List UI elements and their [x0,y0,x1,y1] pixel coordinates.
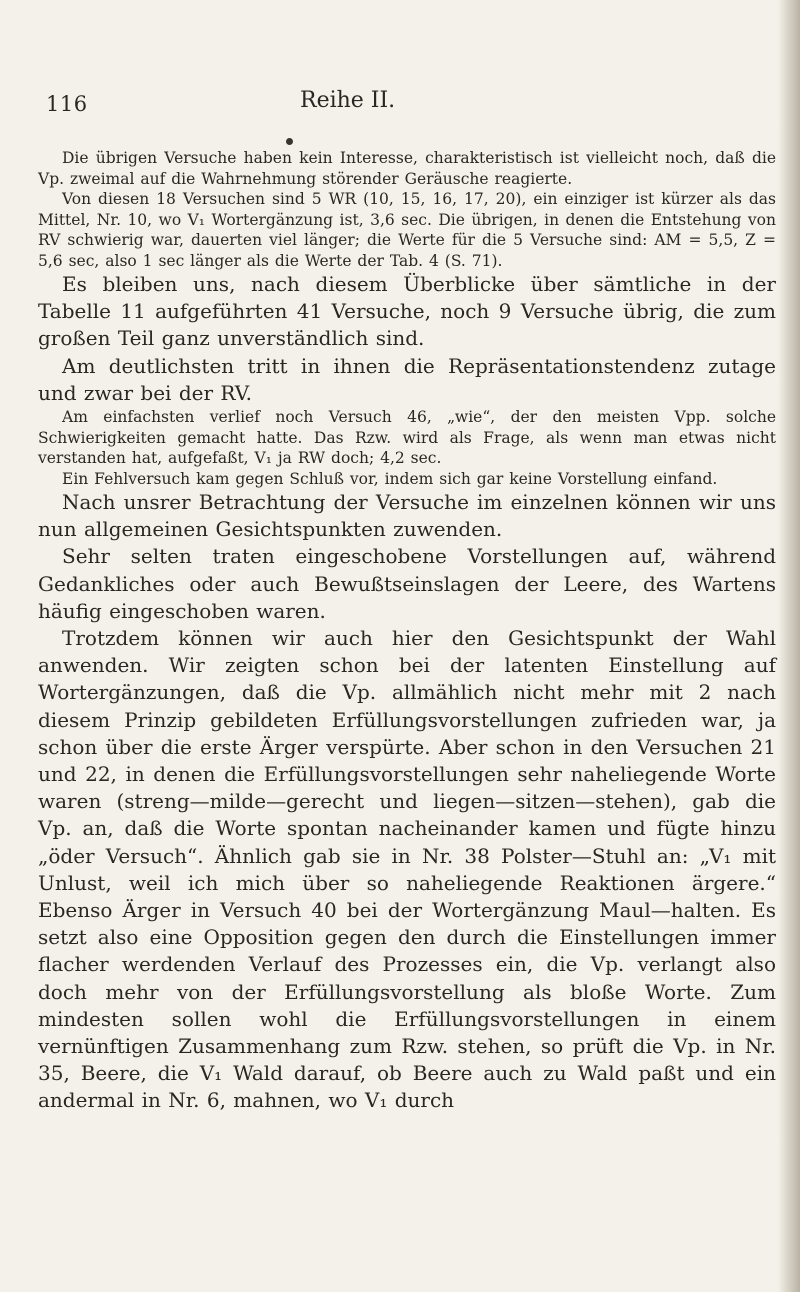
paragraph: Die übrigen Versuche haben kein Interesse, charakteristisch ist vielleicht noch, daß die Vp. zweimal auf die Wahrnehmung störender Geräusche reagierte. [38,149,776,188]
paragraph: Trotzdem können wir auch hier den Gesichtspunkt der Wahl anwenden. Wir zeigten schon bei der latenten Einstellung auf Wortergänzungen, daß die Vp. allmählich nicht mehr mit 2 nach diesem Prinzip gebildeten Erfüllungsvorstellungen zufrieden war, ja schon über die erste Ärger verspürte. Aber schon in den Versuchen 21 und 22, in denen die Erfüllungsvorstellungen sehr naheliegende Worte waren (streng—milde—gerecht und liegen—sitzen—stehen), gab die Vp. an, daß die Worte spontan nacheinander kamen und fügte hinzu „öder Versuch“. Ähnlich gab sie in Nr. 38 Polster—Stuhl an: „V₁ mit Unlust, weil ich mich über so naheliegende Reaktionen ärgere.“ Ebenso Ärger in Versuch 40 bei der Wortergänzung Maul—halten. Es setzt also eine Opposition gegen den durch die Einstellungen immer flacher werdenden Verlauf des Prozesses ein, die Vp. verlangt also doch mehr von der Erfüllungsvorstellung als bloße Worte. Zum mindesten sollen wohl die Erfüllungsvorstellungen in einem vernünftigen Zusammenhang zum Rzw. stehen, so prüft die Vp. in Nr. 35, Beere, die V₁ Wald darauf, ob Beere auch zu Wald paßt und ein andermal in Nr. 6, mahnen, wo V₁ durch [38,626,776,1113]
paragraph: Am einfachsten verlief noch Versuch 46, „wie“, der den meisten Vpp. solche Schwierigkeiten gemacht hatte. Das Rzw. wird als Frage, als wenn man etwas nicht verstanden hat, aufgefaßt, V₁ ja RW doch; 4,2 sec. [38,408,776,468]
paragraph: Sehr selten traten eingeschobene Vorstellungen auf, während Gedankliches oder auch Bewußtseinslagen der Leere, des Wartens häufig eingeschoben waren. [38,544,776,623]
paragraph: Nach unsrer Betrachtung der Versuche im einzelnen können wir uns nun allgemeinen Gesichtspunkten zuwenden. [38,490,776,542]
running-head: Reihe II. [300,88,396,113]
scan-page-edge [778,0,800,1292]
paragraph: Von diesen 18 Versuchen sind 5 WR (10, 15, 16, 17, 20), ein einziger ist kürzer als das Mittel, Nr. 10, wo V₁ Wortergänzung ist, 3,6 sec. Die übrigen, in denen die Entstehung von RV schwierig war, dauerten viel länger; die Werte für die 5 Versuche sind: AM = 5,5, Z = 5,6 sec, also 1 sec länger als die Werte der Tab. 4 (S. 71). [38,190,776,270]
page-header [38,88,776,132]
paragraph: Es bleiben uns, nach diesem Überblicke über sämtliche in der Tabelle 11 aufgeführten 41 Versuche, noch 9 Versuche übrig, die zum großen Teil ganz unverständlich sind. [38,272,776,351]
paragraph: Am deutlichsten tritt in ihnen die Repräsentationstendenz zutage und zwar bei der RV. [38,353,776,405]
book-page [38,0,776,1292]
page-number: 116 [46,92,88,116]
paragraph: Ein Fehlversuch kam gegen Schluß vor, indem sich gar keine Vorstellung einfand. [62,469,718,488]
ink-speck [286,138,293,145]
body-text [38,148,776,1115]
